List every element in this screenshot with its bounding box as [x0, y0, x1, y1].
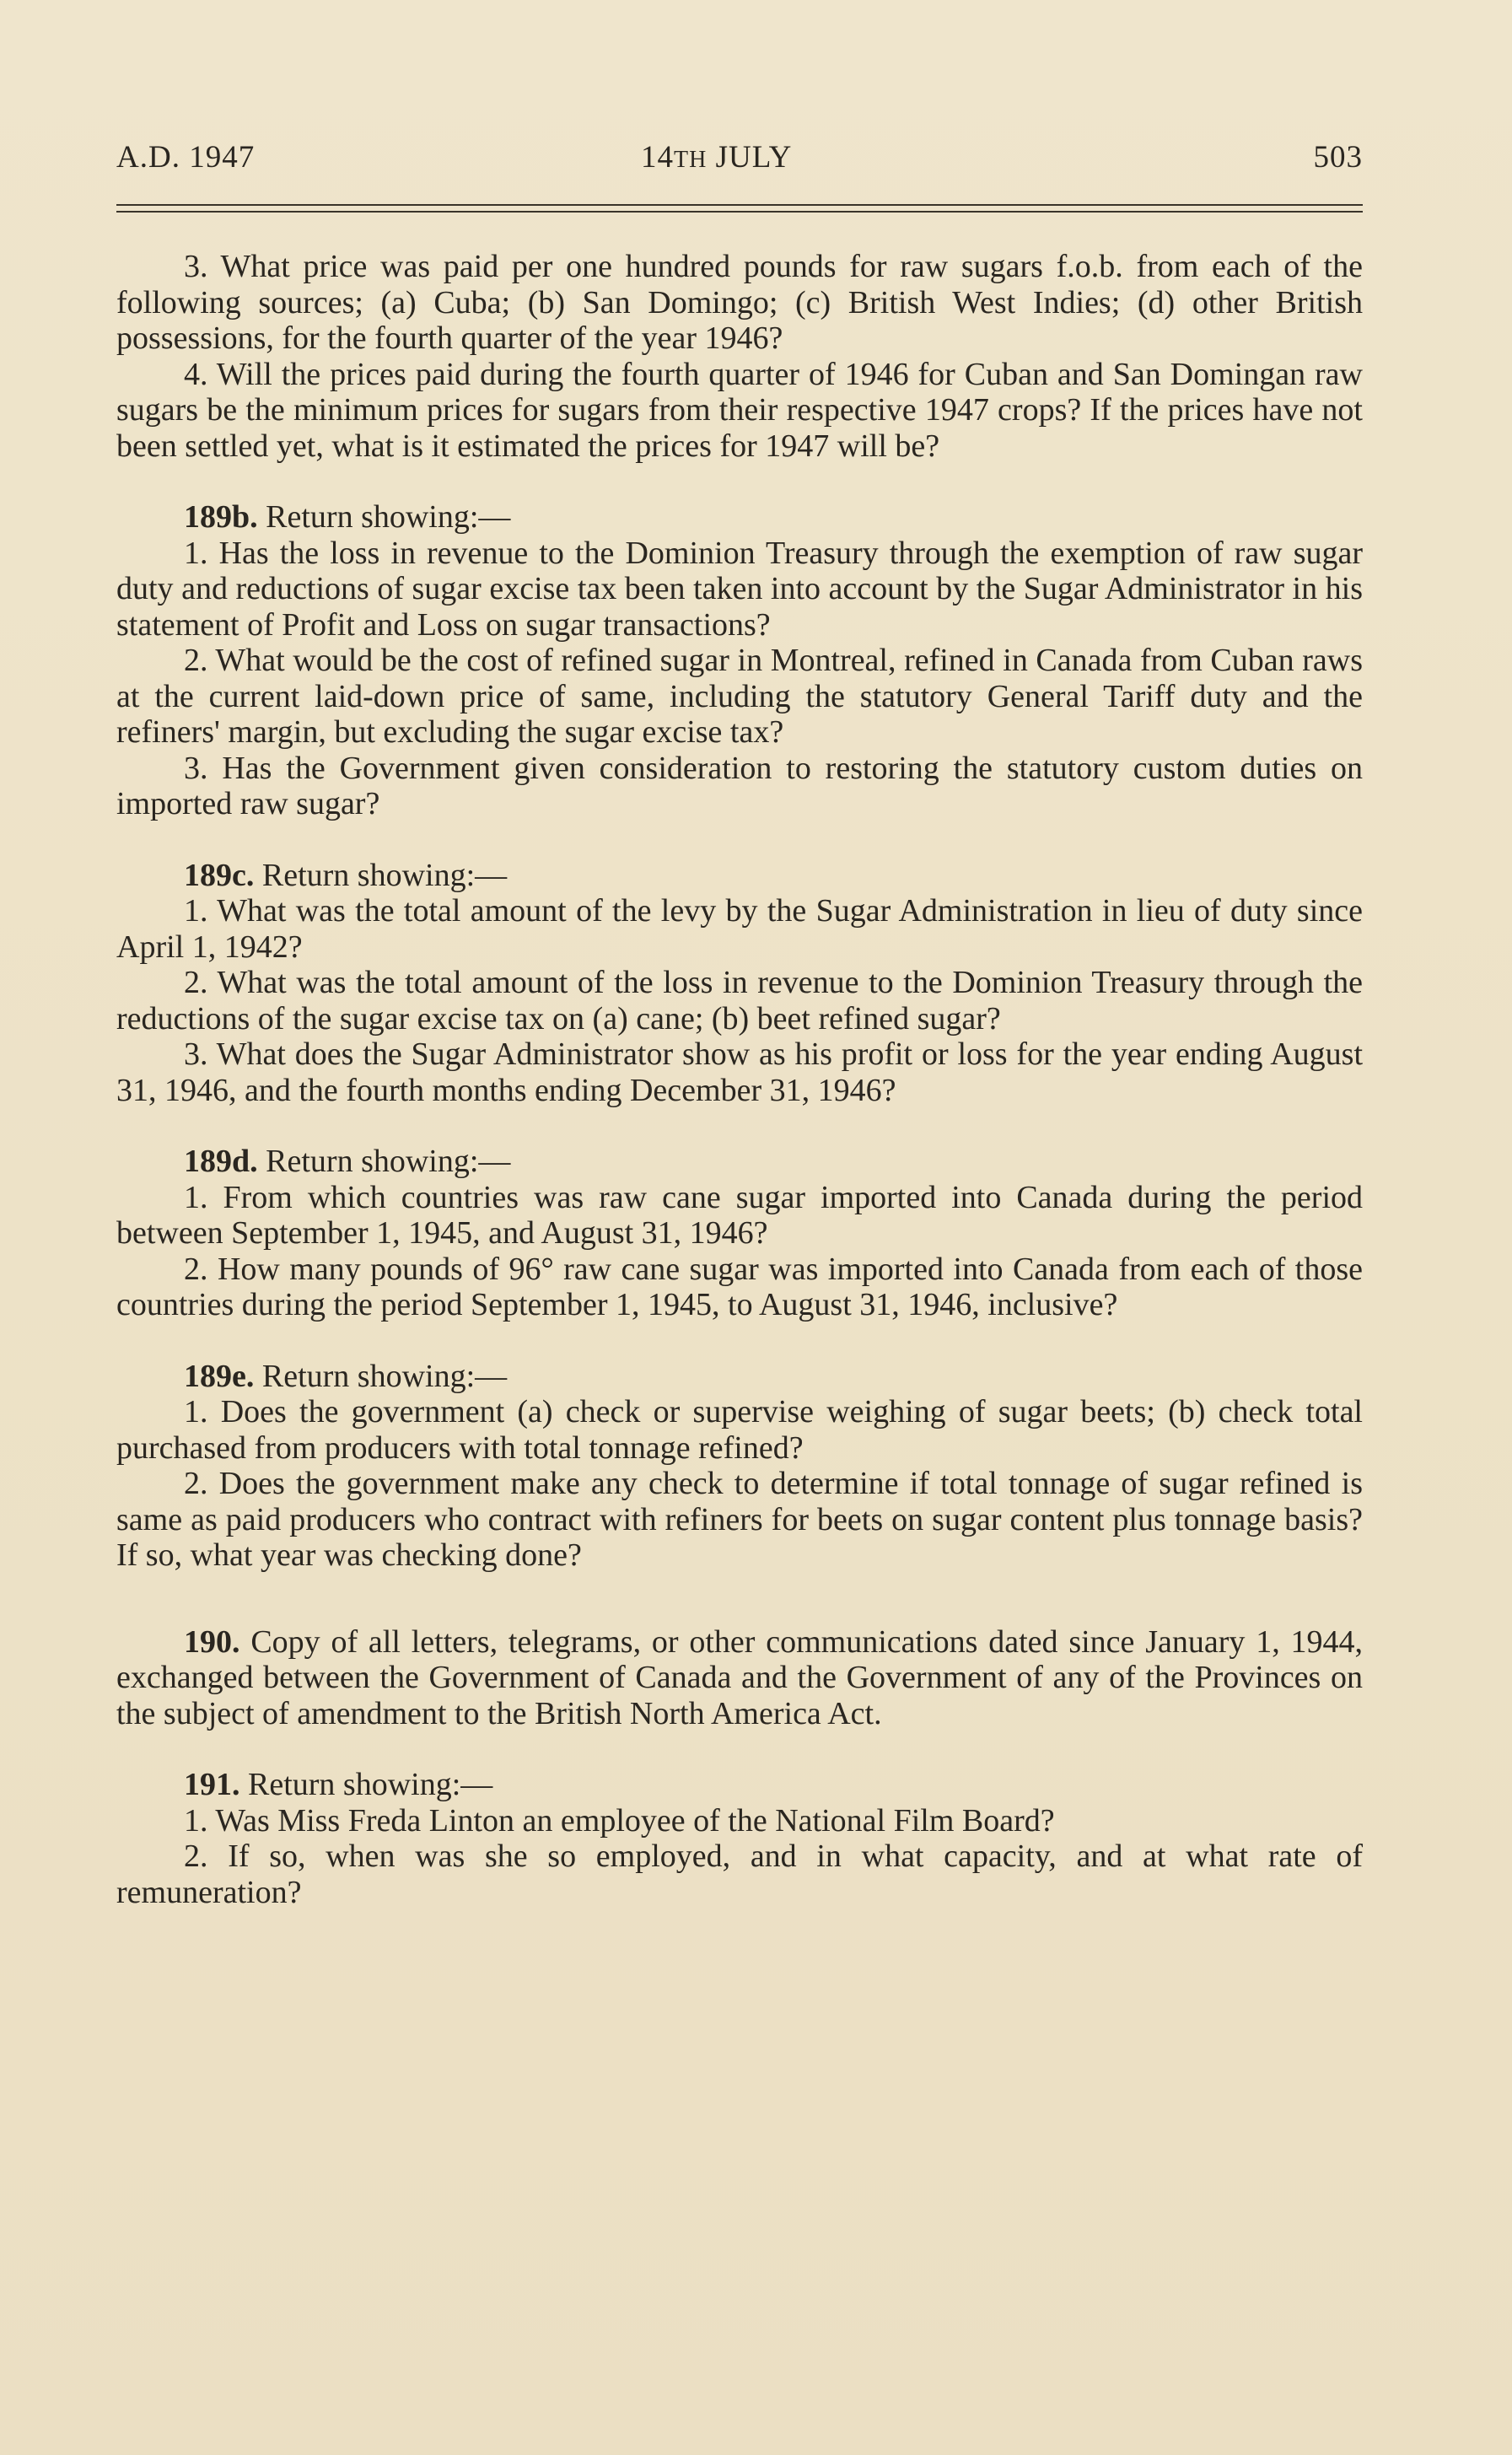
header-day	[641, 139, 792, 175]
section-heading	[116, 1144, 1363, 1180]
section-title: Copy of all letters, telegrams, or other communications dated since January 1, 1944, exchanged between the Government of Canada and the Government of any of the Provinces on the subject of amendment to the British North America Act.	[116, 1623, 1363, 1731]
section-heading	[116, 1767, 1363, 1803]
section-heading	[116, 1624, 1363, 1732]
section-item: 2. How many pounds of 96° raw cane sugar was imported into Canada from each of those countries during the period September 1, 1945, to August 31, 1946, inclusive?	[116, 1251, 1363, 1322]
intro-item: 4. Will the prices paid during the fourth quarter of 1946 for Cuban and San Domingan raw sugars be the minimum prices for sugars from their respective 1947 crops? If the prices have not been settled yet, what is it estimated the prices for 1947 will be?	[116, 356, 1363, 464]
section-item: 1. What was the total amount of the levy by the Sugar Administration in lieu of duty since April 1, 1942?	[116, 893, 1363, 965]
section-item: 1. Has the loss in revenue to the Dominion Treasury through the exemption of raw sugar duty and reductions of sugar excise tax been taken into account by the Sugar Administrator in his statement of Profit and Loss on sugar transactions?	[116, 535, 1363, 643]
section-item: 2. What would be the cost of refined sugar in Montreal, refined in Canada from Cuban raws at the current laid-down price of same, including the statutory General Tariff duty and the refiners' margin, but excluding the sugar excise tax?	[116, 643, 1363, 750]
section-number: 189c.	[184, 857, 255, 893]
section-title: Return showing:—	[261, 857, 508, 893]
header-date: A.D. 1947	[116, 140, 256, 175]
header-day-suffix: TH	[674, 147, 708, 173]
section-item: 1. Was Miss Freda Linton an employee of the National Film Board?	[184, 1802, 1055, 1839]
section-item: 2. If so, when was she so employed, and in what capacity, and at what rate of remuneration?	[116, 1839, 1363, 1910]
section-number: 189d.	[184, 1144, 258, 1179]
section-title: Return showing:—	[266, 1144, 511, 1179]
header-rule-bottom	[116, 211, 1363, 213]
section-number: 191.	[184, 1767, 240, 1802]
section-item: 1. From which countries was raw cane sugar imported into Canada during the period between September 1, 1945, and August 31, 1946?	[116, 1179, 1363, 1251]
section-item: 2. Does the government make any check to determine if total tonnage of sugar refined is same as paid producers who contract with refiners for beets on sugar content plus tonnage basis? If so, what year was checking done?	[116, 1466, 1363, 1573]
section-item: 2. What was the total amount of the loss in revenue to the Dominion Treasury through the reductions of the sugar excise tax on (a) cane; (b) beet refined sugar?	[116, 965, 1363, 1036]
page-body	[116, 249, 1363, 1910]
section-item: 1. Does the government (a) check or supervise weighing of sugar beets; (b) check total purchased from producers with total tonnage refined?	[116, 1394, 1363, 1466]
section-number: 190.	[184, 1623, 240, 1660]
section-number: 189e.	[184, 1358, 255, 1394]
section-title: Return showing:—	[248, 1767, 493, 1802]
section-title: Return showing:—	[261, 1358, 508, 1394]
section-item: 3. Has the Government given consideration to restoring the statutory custom duties on imported raw sugar?	[116, 750, 1363, 821]
section-heading	[116, 499, 1363, 536]
page-header	[116, 139, 1363, 181]
section-heading	[116, 1359, 1363, 1395]
section-item: 3. What does the Sugar Administrator show as his profit or loss for the year ending August 31, 1946, and the fourth months ending December 31, 1946?	[116, 1036, 1363, 1108]
section-heading	[116, 858, 1363, 894]
header-month: JULY	[715, 140, 793, 175]
intro-item: 3. What price was paid per one hundred pounds for raw sugars f.o.b. from each of the following sources; (a) Cuba; (b) San Domingo; (c) British West Indies; (d) other British possessions, for the fourth quarter of the year 1946?	[116, 249, 1363, 356]
section-title: Return showing:—	[266, 499, 511, 535]
page-number: 503	[1313, 140, 1363, 175]
header-day-number: 14	[641, 140, 674, 175]
section-number: 189b.	[184, 499, 258, 535]
header-rule-top	[116, 204, 1363, 206]
